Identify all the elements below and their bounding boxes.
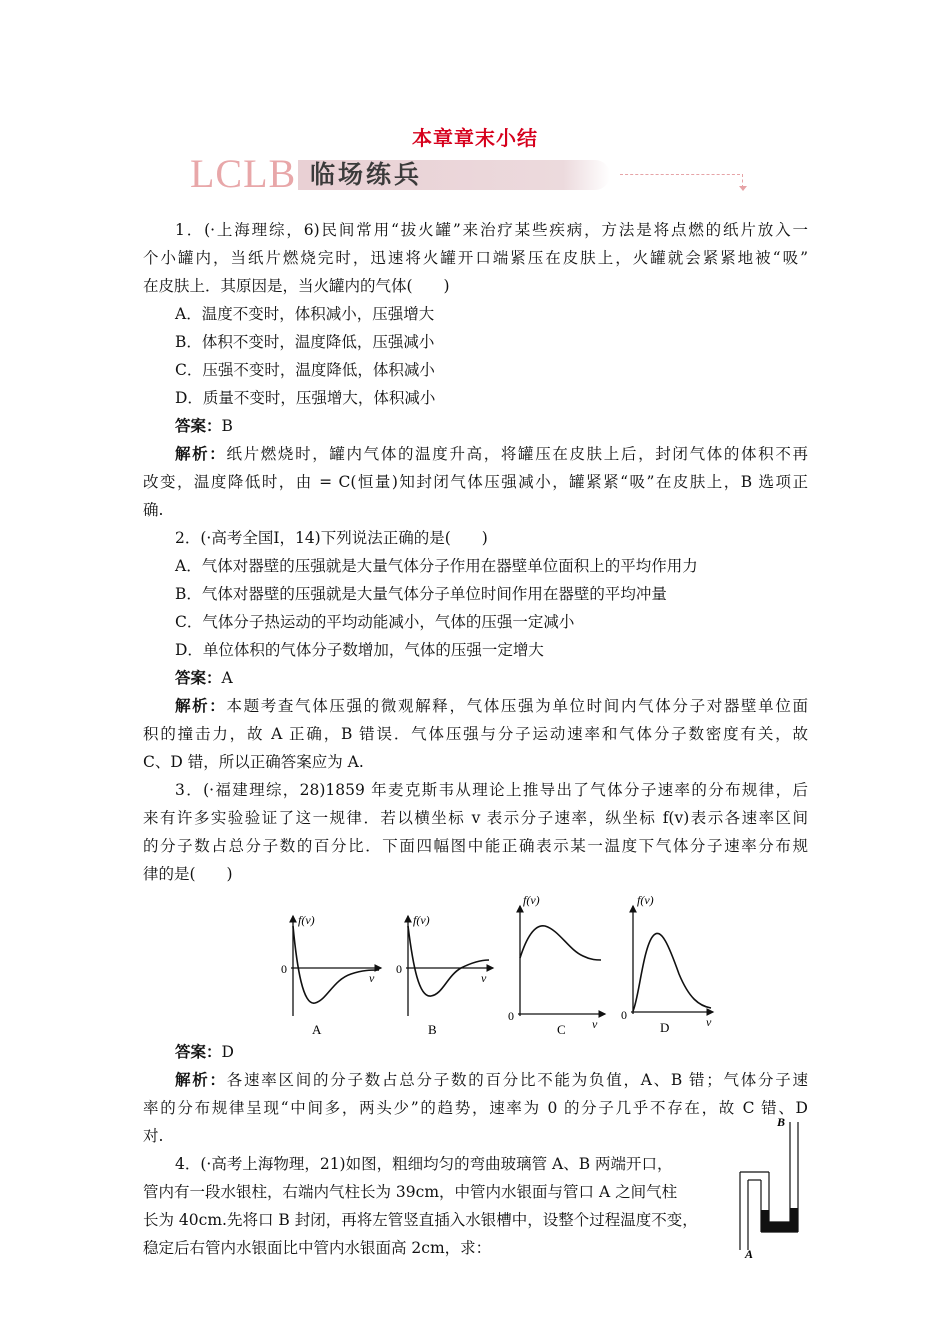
- origin-label: 0: [621, 1008, 627, 1022]
- banner-dash-line: [620, 174, 740, 175]
- mercury-column-middle: [761, 1210, 769, 1232]
- tube-label-a: A: [745, 1247, 754, 1260]
- option-c: C．压强不变时，温度降低，体积减小: [175, 361, 435, 379]
- x-axis-label: v: [369, 971, 375, 985]
- analysis-label: 解析：: [175, 697, 227, 715]
- option-a: A．温度不变时，体积减小，压强增大: [175, 305, 435, 323]
- y-axis-label: f(v): [637, 893, 654, 907]
- option-d: D．质量不变时，压强增大，体积减小: [175, 389, 436, 407]
- question-text-line: 4．(·高考上海物理，21)如图，粗细均匀的弯曲玻璃管 A、B 两端开口，: [175, 1155, 673, 1173]
- x-axis-label: v: [592, 1017, 598, 1031]
- section-banner: [190, 151, 750, 196]
- question-4: [143, 1150, 733, 1262]
- figure-b: [396, 913, 493, 1037]
- banner-logo: LCLB: [190, 151, 297, 196]
- figure-caption: A: [312, 1022, 322, 1037]
- analysis-label: 解析：: [175, 445, 227, 463]
- answer-value: B: [221, 417, 233, 435]
- question-text-line: 的分子数占总分子数的百分比．下面四幅图中能正确表示某一温度下气体分子速率分布规: [143, 837, 808, 855]
- analysis-line: 改变，温度降低时，由 = C(恒量)知封闭气体压强减小，罐紧紧“吸”在皮肤上，B 选项正: [143, 473, 808, 491]
- x-axis-label: v: [706, 1015, 712, 1029]
- figure-d: [621, 893, 713, 1035]
- option-a: A．气体对器壁的压强就是大量气体分子作用在器壁单位面积上的平均作用力: [175, 557, 698, 575]
- distribution-figures: [143, 888, 808, 1038]
- question-text-line: 长为 40cm.先将口 B 封闭，再将左管竖直插入水银槽中，设整个过程温度不变，: [143, 1211, 698, 1229]
- answer-label: 答案：: [175, 417, 222, 435]
- analysis-line: 对.: [143, 1127, 164, 1145]
- question-text-line: 来有许多实验验证了这一规律．若以横坐标 v 表示分子速率，纵坐标 f(v)表示各速率区间: [143, 809, 808, 827]
- analysis-line: [143, 692, 808, 720]
- tube-label-b: B: [777, 1115, 786, 1129]
- answer-line: [143, 1038, 808, 1066]
- question-text-line: 在皮肤上．其原因是，当火罐内的气体( ): [143, 277, 450, 295]
- option-c: C．气体分子热运动的平均动能减小，气体的压强一定减小: [175, 613, 575, 631]
- question-text-line: 1．(·上海理综，6)民间常用“拔火罐”来治疗某些疾病，方法是将点燃的纸片放入一: [175, 221, 808, 239]
- origin-label: 0: [508, 1009, 514, 1023]
- glass-tube-figure: [735, 1110, 825, 1260]
- option-b: B．体积不变时，温度降低，压强减小: [175, 333, 435, 351]
- figure-caption: D: [660, 1020, 670, 1035]
- analysis-text: 本题考查气体压强的微观解释，气体压强为单位时间内气体分子对器壁单位面: [226, 697, 808, 715]
- banner-tag: [298, 160, 610, 190]
- analysis-line: 率的分布规律呈现“中间多，两头少”的趋势，速率为 0 的分子几乎不存在，故 C 错、D: [143, 1099, 808, 1117]
- analysis-line: 积的撞击力，故 A 正确，B 错误．气体压强与分子运动速率和气体分子数密度有关，故: [143, 725, 808, 743]
- answer-line: [143, 664, 808, 692]
- figure-caption: B: [428, 1022, 437, 1037]
- distribution-figures-svg: [143, 888, 808, 1038]
- figure-c: [508, 893, 605, 1037]
- question-1: [143, 216, 808, 524]
- question-text-line: 稳定后右管内水银面比中管内水银面高 2cm，求：: [143, 1239, 492, 1257]
- answer-value: A: [221, 669, 233, 687]
- question-text-line: 3．(·福建理综，28)1859 年麦克斯韦从理论上推导出了气体分子速率的分布规律，后: [175, 781, 808, 799]
- figure-caption: C: [557, 1022, 566, 1037]
- mercury-column-bottom: [769, 1222, 790, 1232]
- answer-label: 答案：: [175, 1043, 222, 1061]
- analysis-line: 确.: [143, 501, 164, 519]
- analysis-text: 纸片燃烧时，罐内气体的温度升高，将罐压在皮肤上后，封闭气体的体积不再: [226, 445, 808, 463]
- y-axis-label: f(v): [413, 913, 430, 927]
- analysis-label: 解析：: [175, 1071, 227, 1089]
- banner-arrow-icon: [739, 186, 747, 191]
- answer-line: [143, 412, 808, 440]
- analysis-text: 各速率区间的分子数占总分子数的百分比不能为负值，A、B 错；气体分子速: [226, 1071, 808, 1089]
- option-b: B．气体对器壁的压强就是大量气体分子单位时间作用在器壁的平均冲量: [175, 585, 667, 603]
- y-axis-label: f(v): [523, 893, 540, 907]
- x-axis-label: v: [481, 971, 487, 985]
- question-2: [143, 524, 808, 776]
- analysis-line: [143, 440, 808, 468]
- question-text-line: 2．(·高考全国Ⅰ，14)下列说法正确的是( ): [175, 529, 488, 547]
- answer-label: 答案：: [175, 669, 222, 687]
- question-text-line: 律的是( ): [143, 865, 233, 883]
- page-title: 本章章末小结: [412, 126, 538, 150]
- figure-a: [281, 913, 381, 1037]
- y-axis-label: f(v): [298, 913, 315, 927]
- banner-label: 临场练兵: [310, 160, 423, 189]
- analysis-line: C、D 错，所以正确答案应为 A.: [143, 753, 364, 771]
- analysis-line: [143, 1066, 808, 1094]
- origin-label: 0: [396, 962, 402, 976]
- question-text-line: 个小罐内，当纸片燃烧完时，迅速将火罐开口端紧压在皮肤上，火罐就会紧紧地被“吸”: [143, 249, 808, 267]
- option-d: D．单位体积的气体分子数增加，气体的压强一定增大: [175, 641, 544, 659]
- question-text-line: 管内有一段水银柱，右端内气柱长为 39cm，中管内水银面与管口 A 之间气柱: [143, 1183, 678, 1201]
- mercury-column-right: [790, 1208, 798, 1232]
- answer-value: D: [221, 1043, 234, 1061]
- exercise-content: [143, 216, 808, 1262]
- question-3: [143, 776, 808, 1150]
- origin-label: 0: [281, 962, 287, 976]
